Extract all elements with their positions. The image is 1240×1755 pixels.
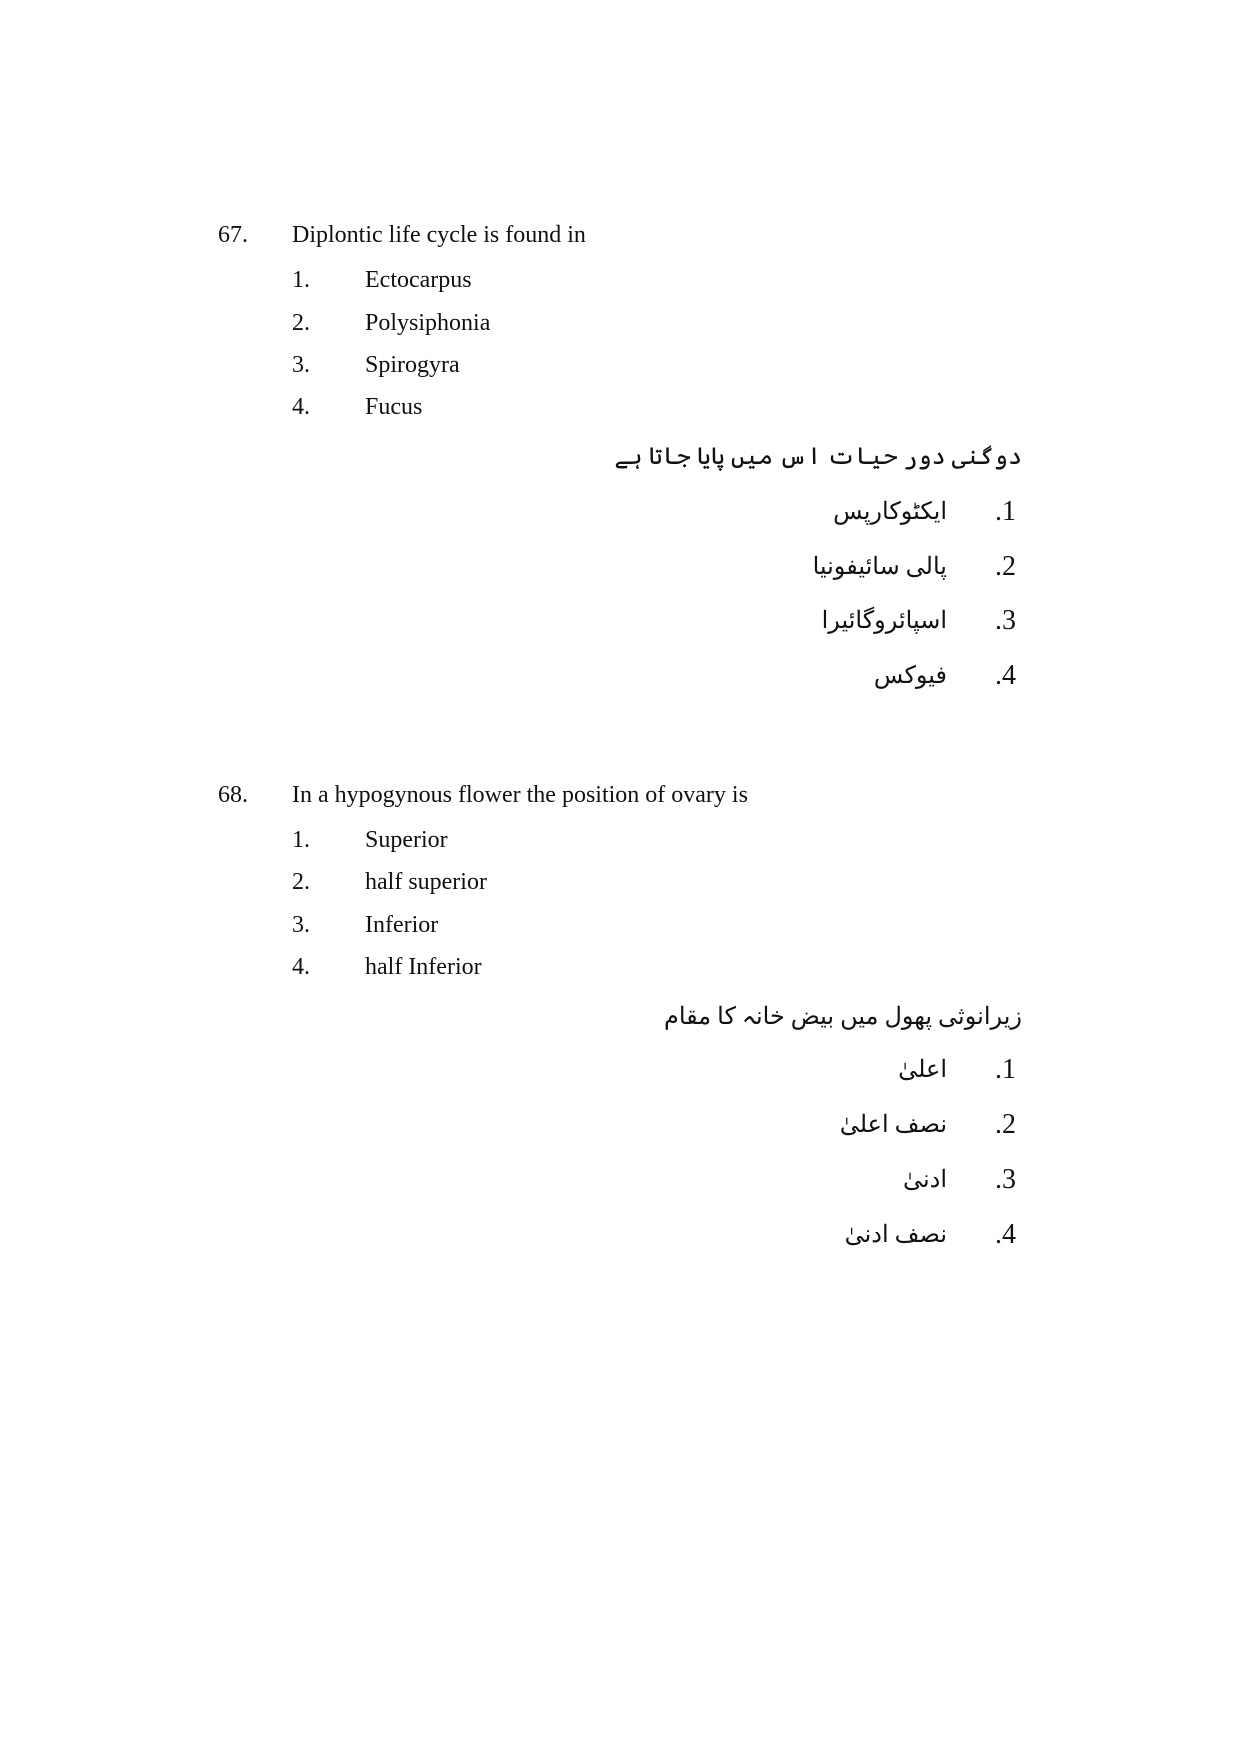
option-text: Spirogyra xyxy=(365,352,460,378)
question-text: In a hypogynous flower the position of ovary is xyxy=(292,782,748,808)
option-1 xyxy=(0,265,1240,295)
option-text: half Inferior xyxy=(365,954,482,980)
option-text: Polysiphonia xyxy=(365,310,491,336)
option-text: Inferior xyxy=(365,912,439,938)
question-number: 68. xyxy=(218,782,248,808)
option-text: half superior xyxy=(365,869,487,895)
urdu-option-2 xyxy=(0,1105,1240,1145)
urdu-question-text: دوگنی دور حیات اس میں پایا جاتا ہے xyxy=(614,444,1022,470)
option-number: 4. xyxy=(292,394,310,420)
urdu-option-number: .4 xyxy=(995,660,1016,691)
urdu-option-number: .2 xyxy=(995,551,1016,582)
urdu-option-text: اعلیٰ xyxy=(898,1057,947,1083)
option-number: 4. xyxy=(292,954,310,980)
urdu-option-text: پالی سائیفونیا xyxy=(812,554,947,580)
option-number: 1. xyxy=(292,827,310,853)
urdu-option-4 xyxy=(0,1215,1240,1255)
urdu-option-text: نصف ادنیٰ xyxy=(844,1222,947,1248)
urdu-option-number: .1 xyxy=(995,496,1016,527)
urdu-option-1 xyxy=(0,1050,1240,1090)
urdu-option-text: اسپائروگائیرا xyxy=(821,608,947,634)
option-number: 3. xyxy=(292,912,310,938)
option-3 xyxy=(0,350,1240,380)
option-number: 3. xyxy=(292,352,310,378)
option-4 xyxy=(0,952,1240,982)
option-2 xyxy=(0,308,1240,338)
question-text: Diplontic life cycle is found in xyxy=(292,222,586,248)
urdu-option-number: .2 xyxy=(995,1109,1016,1140)
urdu-option-3 xyxy=(0,1160,1240,1200)
urdu-option-number: .4 xyxy=(995,1219,1016,1250)
option-number: 2. xyxy=(292,869,310,895)
urdu-option-number: .3 xyxy=(995,1164,1016,1195)
urdu-option-text: ادنیٰ xyxy=(902,1167,947,1193)
option-text: Superior xyxy=(365,827,448,853)
option-4 xyxy=(0,392,1240,422)
urdu-question-text: زیرانوثی پھول میں بیض خانہ کا مقام xyxy=(663,1004,1022,1030)
urdu-option-number: .3 xyxy=(995,605,1016,636)
urdu-option-3 xyxy=(0,601,1240,641)
urdu-option-2 xyxy=(0,547,1240,587)
urdu-option-number: .1 xyxy=(995,1054,1016,1085)
option-2 xyxy=(0,867,1240,897)
urdu-option-text: ایکٹوکارپس xyxy=(833,499,947,525)
option-text: Fucus xyxy=(365,394,423,420)
urdu-option-text: نصف اعلیٰ xyxy=(839,1112,947,1138)
option-number: 2. xyxy=(292,310,310,336)
urdu-option-4 xyxy=(0,656,1240,696)
urdu-option-text: فیوکس xyxy=(873,663,947,689)
question-number: 67. xyxy=(218,222,248,248)
option-3 xyxy=(0,910,1240,940)
option-number: 1. xyxy=(292,267,310,293)
urdu-option-1 xyxy=(0,492,1240,532)
option-text: Ectocarpus xyxy=(365,267,472,293)
option-1 xyxy=(0,825,1240,855)
